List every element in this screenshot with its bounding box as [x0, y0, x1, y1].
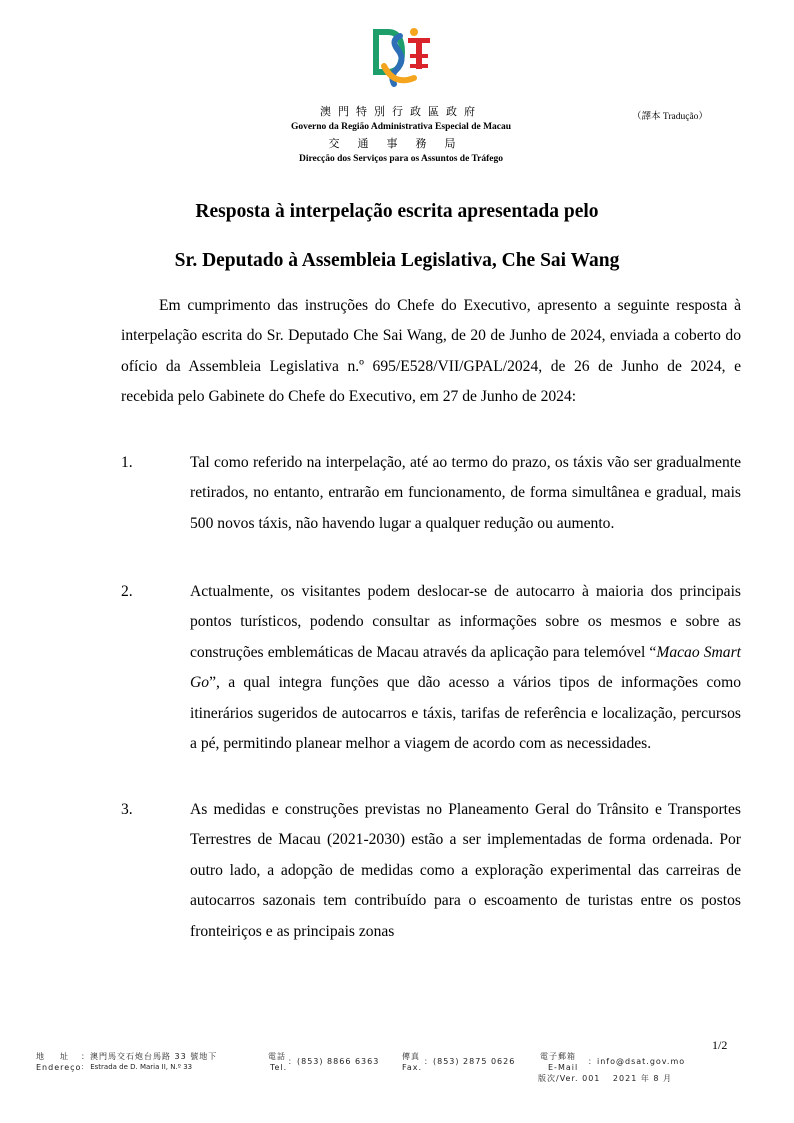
- footer-tel-label-cn: 電話: [268, 1052, 286, 1061]
- list-item-text: As medidas e construções previstas no Planeamento Geral do Trânsito e Transportes Terrestres de Macau (2021-2030) estão a ser implementadas de forma ordenada. Por outro lado, a adopção de medidas como a exploração experimental das carreiras de autocarros sazonais tem contribuído para o escoamento de turistas entre os postos fronteiriços e as principais zonas: [190, 801, 741, 940]
- footer-address-cn: ：澳門馬交石炮台馬路 33 號地下: [81, 1052, 218, 1061]
- header-department-pt: Direcção dos Serviços para os Assuntos de Tráfego: [299, 154, 503, 164]
- list-item-number: 3.: [121, 801, 133, 818]
- footer-tel-label-pt: Tel.: [270, 1063, 288, 1072]
- intro-paragraph: Em cumprimento das instruções do Chefe do Executivo, apresento a seguinte resposta à interpelação escrita do Sr. Deputado Che Sai Wang, de 20 de Junho de 2024, enviada a coberto do ofício da Assembleia Legislativa n.º 695/E528/VII/GPAL/2024, de 26 de Junho de 2024, e recebida pelo Gabinete do Chefe do Executivo, em 27 de Junho de 2024:: [121, 297, 741, 406]
- list-item-number: 1.: [121, 454, 133, 471]
- list-item-text-part-a: Actualmente, os visitantes podem deslocar-se de autocarro à maioria dos principais pontos turísticos, podendo consultar as informações sobre os mesmos e sobre as construções emblemáticas de Macau através da aplicação para telemóvel “: [190, 583, 741, 661]
- footer-fax-label-cn: 傳真: [402, 1052, 420, 1061]
- header-government-pt: Governo da Região Administrativa Especial de Macau: [290, 122, 512, 132]
- footer-address-label-pt: Endereço: [36, 1063, 82, 1072]
- footer-email-label-cn: 電子郵箱: [540, 1052, 576, 1061]
- document-title-line-2: Sr. Deputado à Assembleia Legislativa, Che Sai Wang: [174, 250, 620, 271]
- list-item: [121, 577, 741, 759]
- list-item: [121, 448, 741, 539]
- list-item-text: Tal como referido na interpelação, até ao termo do prazo, os táxis vão ser gradualmente retirados, no entanto, entrarão em funcionamento, de forma simultânea e gradual, mais 500 novos táxis, não havendo lugar a qualquer redução ou aumento.: [190, 454, 741, 532]
- footer-address-pt: ： Estrada de D. Maria II, N.º 33: [81, 1063, 193, 1071]
- list-item-text-part-b: ”, a qual integra funções que dão acesso a vários tipos de informações como itinerários sugeridos de autocarros e táxis, tarifas de referência e localização, percursos a pé, permitindo planear melhor a viagem de acordo com as necessidades.: [190, 674, 741, 753]
- translation-note: （譯本 Tradução）: [632, 112, 708, 122]
- footer-fax: ：(853) 2875 0626: [424, 1057, 516, 1066]
- list-item: [121, 795, 741, 947]
- footer-version: 版次/Ver. 001 2021 年 8 月: [538, 1074, 672, 1083]
- footer-tel: ：(853) 8866 6363: [288, 1057, 380, 1066]
- document-title-line-1: Resposta à interpelação escrita apresentada pelo: [195, 201, 599, 222]
- dsat-logo-icon: [370, 26, 434, 90]
- header-government-cn: 澳門特別行政區政府: [320, 106, 482, 118]
- footer-email: ：info@dsat.gov.mo: [588, 1057, 686, 1066]
- footer-email-label-pt: E-Mail: [548, 1063, 579, 1072]
- footer-fax-label-pt: Fax.: [402, 1063, 423, 1072]
- app-name: Macao Smart Go: [190, 643, 741, 692]
- list-item-number: 2.: [121, 583, 133, 600]
- list-item-text: [190, 577, 741, 759]
- footer-address-label-cn: 地 址: [36, 1052, 68, 1061]
- page-number: 1/2: [712, 1038, 728, 1052]
- header-department-cn: 交通事務局: [328, 138, 474, 150]
